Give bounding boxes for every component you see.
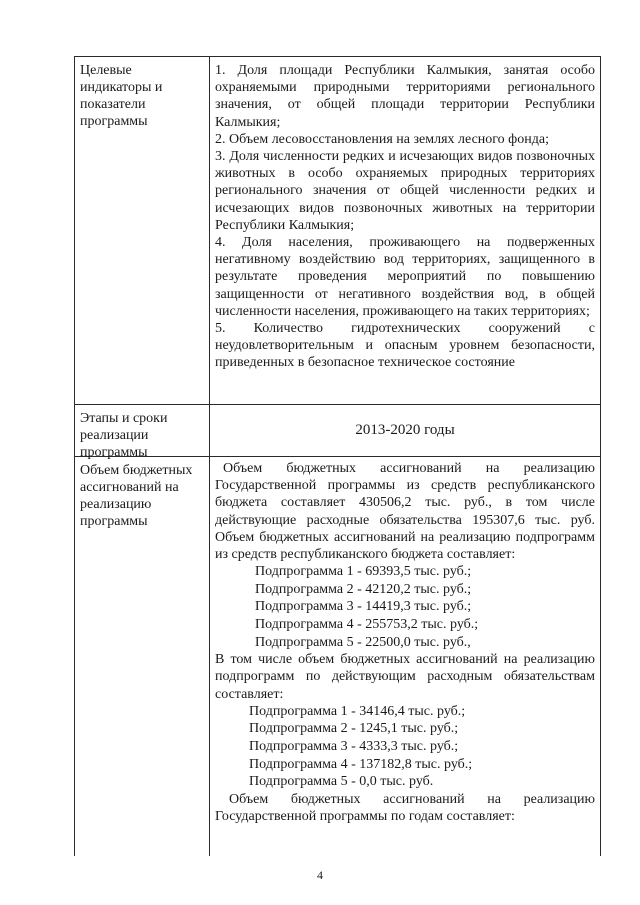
row-label-budget: Объем бюджетных ассигнований на реализацию программы	[80, 463, 193, 529]
subprogram-line: Подпрограмма 5 - 22500,0 тыс. руб.,	[255, 634, 471, 650]
indicator-item: 1. Доля площади Республики Калмыкия, занятая особо охраняемыми природными территориями регионального значения, от общей площади территории Республики Калмыкия;	[215, 63, 595, 130]
subprogram-line: Подпрограмма 1 - 69393,5 тыс. руб.;	[255, 564, 472, 580]
subprogram-current-line: Подпрограмма 5 - 0,0 тыс. руб.	[249, 774, 434, 790]
subprogram-current-line: Подпрограмма 2 - 1245,1 тыс. руб.;	[249, 721, 459, 737]
budget-intro: Объем бюджетных ассигнований на реализацию Государственной программы из средств республиканского бюджета составляет 430506,2 тыс. руб., в том числе действующие расходные обязательства 195307,6 тыс. руб. Объем бюджетных ассигнований на реализацию подпрограмм из средств республиканского бюджета составляет:	[215, 461, 595, 563]
subprogram-line: Подпрограмма 4 - 255753,2 тыс. руб.;	[255, 617, 479, 632]
table-border-top	[74, 56, 601, 57]
subprogram-current-line: Подпрограмма 3 - 4333,3 тыс. руб.;	[249, 738, 459, 754]
indicator-item: 2. Объем лесовосстановления на землях лесного фонда;	[215, 131, 549, 147]
indicator-item: 4. Доля населения, проживающего на подверженных негативному воздействию вод территориях, защищенного в результате проведения мероприятий по повышению защищенности от негативного воздействия вод, в общей численности населения, проживающего на таких территориях;	[215, 235, 595, 319]
stages-value: 2013-2020 годы	[355, 422, 455, 438]
indicators-list	[215, 62, 595, 372]
budget-content	[215, 460, 595, 825]
row-label-stages: Этапы и сроки реализации программы	[80, 411, 168, 460]
subprogram-line: Подпрограмма 3 - 14419,3 тыс. руб.;	[255, 599, 472, 615]
indicator-item: 3. Доля численности редких и исчезающих видов позвоночных животных в особо охраняемых природных территориях регионального значения от общей численности редких и исчезающих видов позвоночных животных на территории Республики Калмыкия;	[215, 149, 595, 233]
table-row-divider	[74, 404, 601, 405]
subprogram-line: Подпрограмма 2 - 42120,2 тыс. руб.;	[255, 581, 472, 597]
page-number: 4	[317, 868, 323, 882]
budget-mid: В том числе объем бюджетных ассигнований на реализацию подпрограмм по действующим расходным обязательствам составляет:	[215, 652, 595, 702]
subprogram-current-line: Подпрограмма 4 - 137182,8 тыс. руб.;	[249, 756, 473, 772]
budget-closing: Объем бюджетных ассигнований на реализацию Государственной программы по годам составляет:	[215, 791, 595, 824]
row-label-indicators: Целевые индикаторы и показатели программы	[80, 63, 163, 129]
indicator-item: 5. Количество гидротехнических сооружений с неудовлетворительным и опасным уровнем безопасности, приведенных в безопасное техническое состояние	[215, 321, 595, 371]
subprogram-current-line: Подпрограмма 1 - 34146,4 тыс. руб.;	[249, 703, 466, 719]
